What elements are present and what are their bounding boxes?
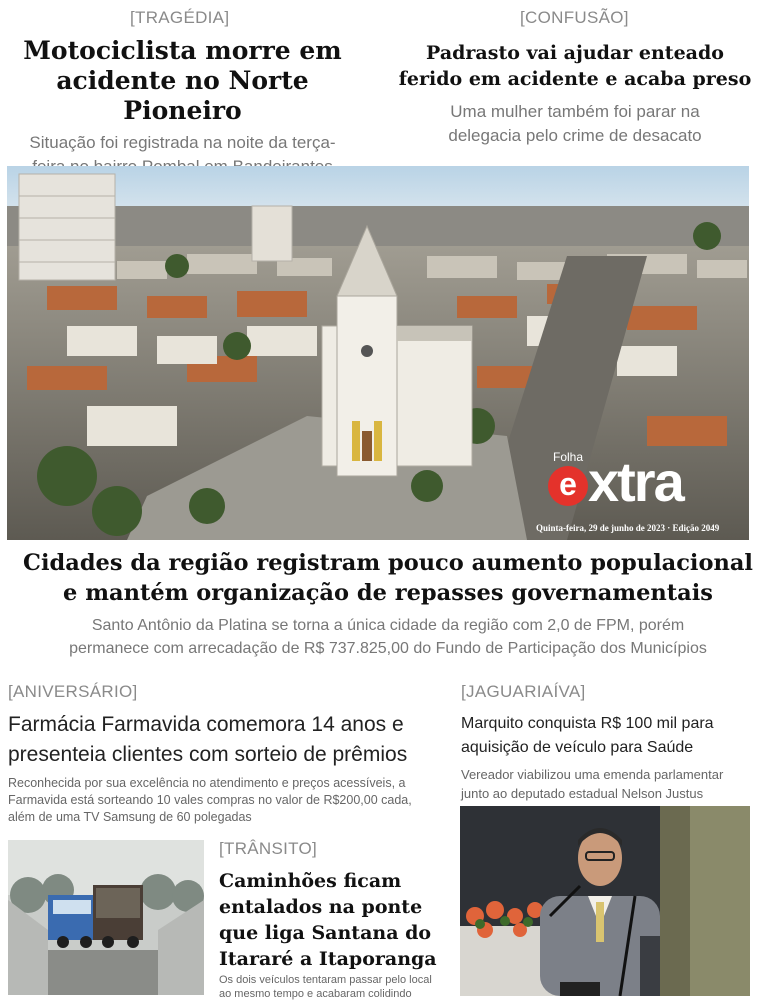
story-tragedia[interactable] (0, 36, 365, 179)
subhead-line: Santo Antônio da Platina se torna a única cidade da região com 2,0 de FPM, porém (91, 617, 685, 634)
body-line: Farmavida está sorteando 10 vales compras no valor de R$200,00 cada, (8, 793, 412, 807)
subhead-line: delegacia pelo crime de desacato (448, 126, 702, 145)
story-confusao[interactable] (390, 40, 760, 148)
headline-line: Itararé a Itaporanga (219, 948, 437, 970)
headline-line: acidente no Norte Pioneiro (56, 66, 309, 125)
headline-line: Cidades da região registram pouco aumento populacional (23, 550, 753, 576)
headline-line: presenteia clientes com sorteio de prêmios (8, 743, 408, 766)
section-tag-confusao: [CONFUSÃO] (520, 8, 629, 27)
brand-small: Folha (553, 450, 584, 464)
headline-line: e mantém organização de repasses governamentais (63, 580, 713, 606)
subhead-line: Os dois veículos tentaram passar pelo local (219, 974, 432, 986)
headline-confusao (390, 40, 760, 92)
headline-line: entalados na ponte (219, 896, 423, 918)
headline-line: Caminhões ficam (219, 870, 402, 892)
body-aniversario (8, 775, 448, 826)
headline-transito (219, 868, 449, 972)
section-tag-tragedia: [TRAGÉDIA] (130, 8, 230, 27)
subhead-jaguariaiva (461, 765, 771, 803)
section-tag-transito: [TRÂNSITO] (219, 839, 318, 858)
subhead-line: Uma mulher também foi parar na (450, 102, 700, 121)
headline-line: Farmácia Farmavida comemora 14 anos e (8, 713, 404, 736)
photo-caminhoes[interactable] (8, 840, 204, 995)
headline-line: Padrasto vai ajudar enteado (426, 42, 724, 64)
headline-line: Marquito conquista R$ 100 mil para (461, 715, 714, 732)
trucks-bridge-image (8, 840, 204, 995)
section-tag-jaguariaiva: [JAGUARIAÍVA] (461, 682, 586, 701)
body-line: Reconhecida por sua excelência no atendimento e preços acessíveis, a (8, 776, 406, 790)
headline-line: Motociclista morre em (23, 36, 342, 65)
headline-main (0, 548, 776, 608)
masthead-logo[interactable] (548, 450, 748, 520)
brand-e-circle (548, 466, 588, 506)
photo-vereador[interactable] (460, 806, 750, 996)
subhead-confusao (390, 100, 760, 148)
subhead-line: Vereador viabilizou uma emenda parlamentar (461, 767, 724, 782)
headline-tragedia (0, 36, 365, 126)
subhead-line: junto ao deputado estadual Nelson Justus (461, 786, 704, 801)
subhead-line: ao mesmo tempo e acabaram colidindo (219, 988, 412, 1000)
subhead-main (0, 614, 776, 660)
story-aniversario[interactable] (8, 710, 448, 826)
headline-line: aquisição de veículo para Saúde (461, 739, 694, 756)
subhead-line: permanece com arrecadação de R$ 737.825,00 do Fundo de Participação dos Municípios (69, 640, 707, 657)
story-jaguariaiva[interactable] (461, 712, 771, 803)
vereador-speaking-image (460, 806, 750, 996)
brand-e-letter: e (559, 466, 577, 502)
brand-main: xtra (588, 450, 683, 513)
subhead-transito (219, 973, 449, 1001)
headline-line: ferido em acidente e acaba preso (398, 68, 752, 90)
story-transito[interactable] (219, 868, 449, 1001)
section-tag-aniversario: [ANIVERSÁRIO] (8, 682, 138, 701)
body-line: além de uma TV Samsung de 60 polegadas (8, 810, 252, 824)
subhead-line: Situação foi registrada na noite da terça- (29, 133, 336, 152)
headline-aniversario (8, 710, 448, 770)
headline-jaguariaiva (461, 712, 771, 760)
story-main[interactable] (0, 548, 776, 660)
edition-line: Quinta-feira, 29 de junho de 2023 · Edição 2049 (536, 523, 720, 533)
headline-line: que liga Santana do (219, 922, 432, 944)
